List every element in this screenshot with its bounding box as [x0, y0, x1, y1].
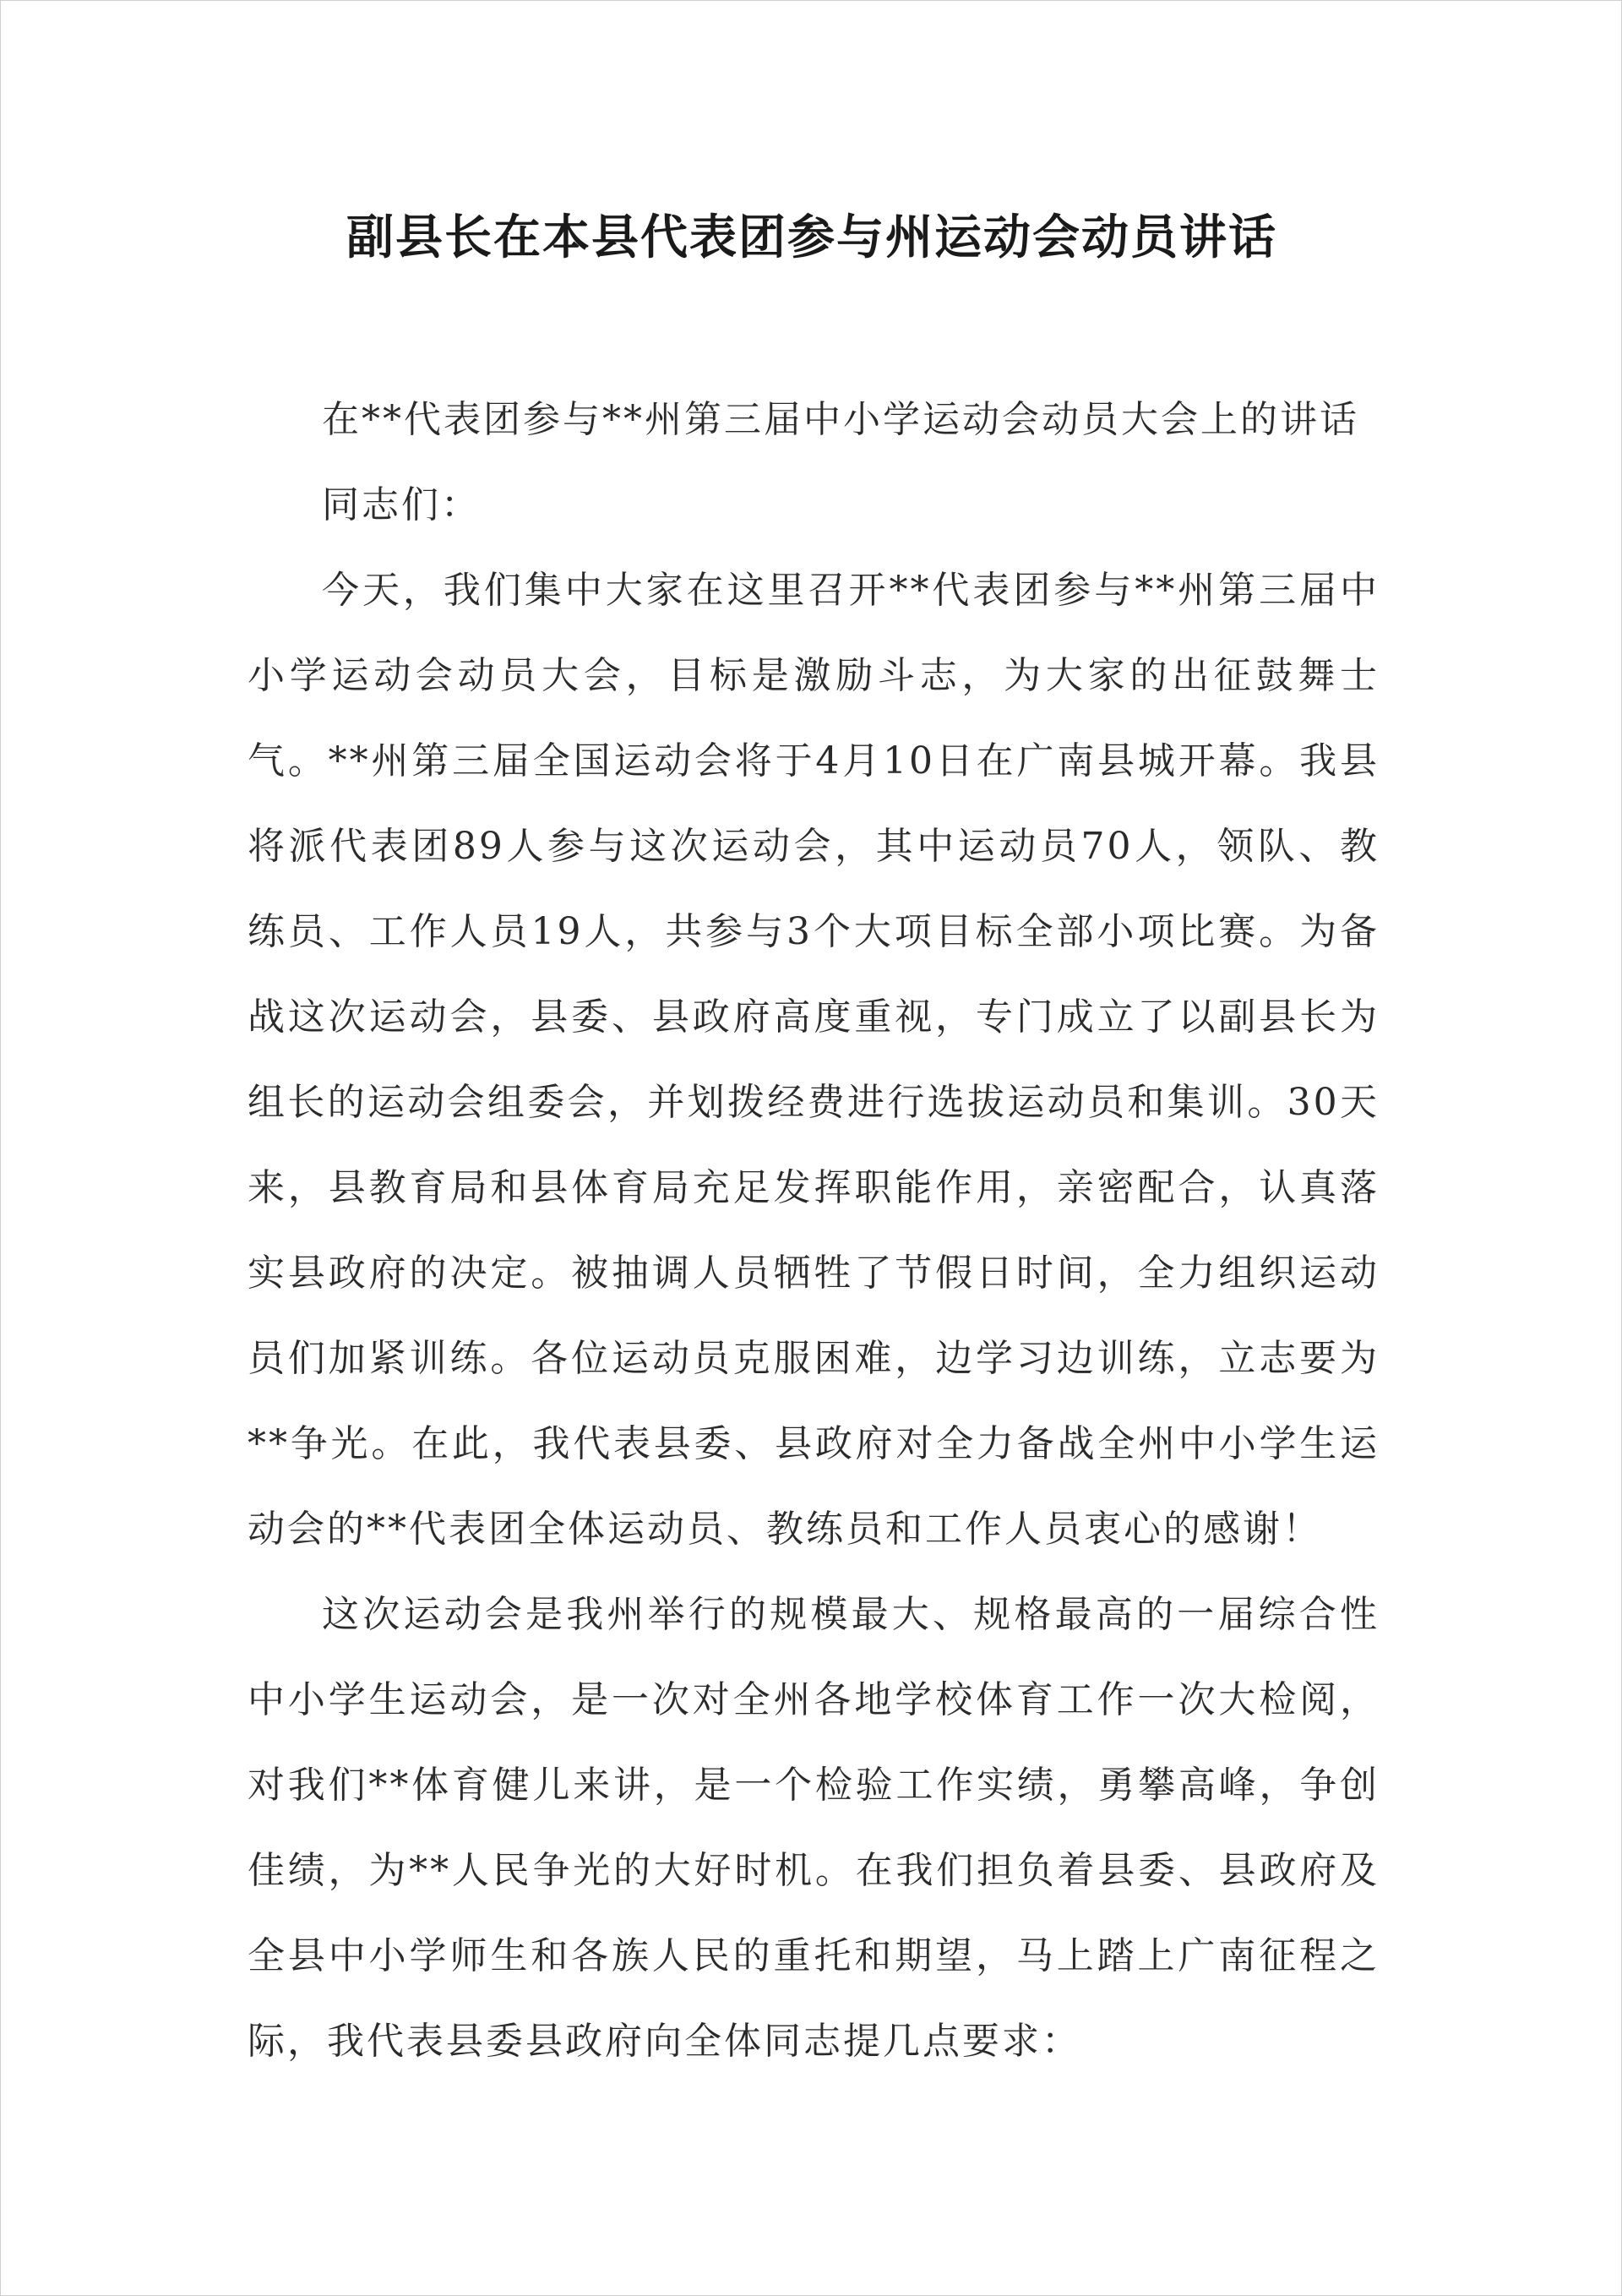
paragraph-subtitle: 在**代表团参与**州第三届中小学运动会动员大会上的讲话: [322, 398, 1359, 441]
document-body: [248, 377, 1380, 2084]
paragraph-requirements: 这次运动会是我州举行的规模最大、规格最高的一届综合性中小学生运动会，是一次对全州各地学校体育工作一次大检阅，对我们**体育健儿来讲，是一个检验工作实绩，勇攀高峰，争创佳绩，为**人民争光的大好时机。在我们担负着县委、县政府及全县中小学师生和各族人民的重托和期望，马上踏上广南征程之际，我代表县委县政府向全体同志提几点要求：: [248, 1593, 1380, 2063]
document-title: 副县长在本县代表团参与州运动会动员讲话: [346, 210, 1277, 265]
paragraph-salutation: 同志们：: [322, 483, 481, 526]
paragraph-intro: 今天，我们集中大家在这里召开**代表团参与**州第三届中小学运动会动员大会，目标是激励斗志，为大家的出征鼓舞士气。**州第三届全国运动会将于4月10日在广南县城开幕。我县将派代表团89人参与这次运动会，其中运动员70人，领队、教练员、工作人员19人，共参与3个大项目标全部小项比赛。为备战这次运动会，县委、县政府高度重视，专门成立了以副县长为组长的运动会组委会，并划拨经费进行选拔运动员和集训。30天来，县教育局和县体育局充足发挥职能作用，亲密配合，认真落实县政府的决定。被抽调人员牺牲了节假日时间，全力组织运动员们加紧训练。各位运动员克服困难，边学习边训练，立志要为**争光。在此，我代表县委、县政府对全力备战全州中小学生运动会的**代表团全体运动员、教练员和工作人员衷心的感谢！: [248, 569, 1380, 1551]
